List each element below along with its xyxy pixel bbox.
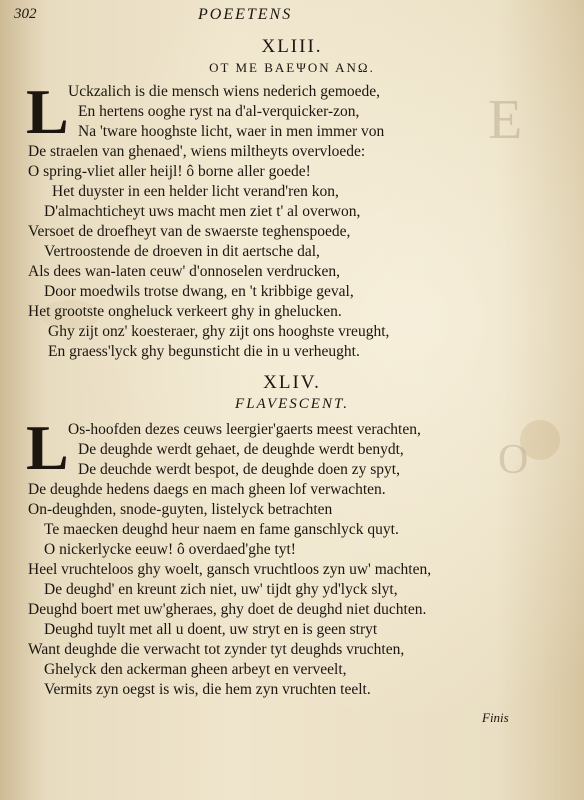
drop-cap: L	[26, 76, 69, 147]
poem-number: XLIII.	[261, 36, 323, 57]
running-head: POEETENS	[198, 6, 293, 23]
verse-line: Os-hoofden dezes ceuws leergier'gaerts meest verachten,	[68, 421, 421, 438]
verse-line: Want deughde die verwacht tot zynder tyt deughds vruchten,	[28, 641, 405, 658]
verse-line: De deuchde werdt bespot, de deughde doen zy spyt,	[78, 461, 400, 478]
verse-line: Heel vruchteloos ghy woelt, gansch vruchtloos zyn uw' machten,	[28, 561, 432, 578]
verse-line: Het duyster in een helder licht verand'ren kon,	[52, 183, 339, 200]
verse-line: Te maecken deughd heur naem en fame ganschlyck quyt.	[44, 521, 399, 538]
verse-line: De deughde hedens daegs en mach gheen lof verwachten.	[28, 481, 386, 498]
verse-line: Door moedwils trotse dwang, en 't kribbige geval,	[44, 283, 354, 300]
verse-line: Uckzalich is die mensch wiens nederich gemoede,	[68, 83, 381, 100]
verse-line: Deughd boert met uw'gheraes, ghy doet de deughd niet duchten.	[28, 601, 427, 618]
page-number: 302	[14, 6, 37, 22]
verse-line: Ghy zijt onz' koesteraer, ghy zijt ons hooghste vreught,	[48, 323, 390, 340]
finis-mark: Finis	[482, 710, 509, 725]
verse-line: Ghelyck den ackerman gheen arbeyt en verveelt,	[44, 661, 347, 678]
page-header	[0, 6, 584, 26]
verse-line: D'almachticheyt uws macht men ziet t' al overwon,	[44, 203, 361, 220]
verse-line: Vertroostende de droeven in dit aertsche dal,	[44, 243, 320, 260]
verse-line: Deughd tuylt met all u doent, uw stryt en is geen stryt	[44, 621, 378, 638]
verse-line: En graess'lyck ghy begunsticht die in u verheught.	[48, 343, 360, 360]
poem-subtitle: ΟΤ ΜΕ ΒΑΕΨΟΝ ΑΝΩ.	[209, 60, 375, 75]
poem-number: XLIV.	[263, 372, 321, 393]
bleed-through-letter: O	[498, 437, 529, 483]
drop-cap: L	[26, 412, 69, 483]
bleed-through-letter: E	[488, 89, 523, 151]
verse-line: En hertens ooghe ryst na d'al-verquicker-zon,	[78, 103, 360, 120]
verse-line: Als dees wan-laten ceuw' d'onnoselen verdrucken,	[28, 263, 341, 280]
verse-line: Het grootste ongheluck verkeert ghy in ghelucken.	[28, 303, 342, 320]
poem-subtitle: FLAVESCENT.	[235, 396, 349, 412]
verse-line: O nickerlycke eeuw! ô overdaed'ghe tyt!	[44, 541, 296, 558]
verse-line: De straelen van ghenaed', wiens miltheyts overvloede:	[28, 143, 366, 160]
verse-line: Na 'tware hooghste licht, waer in men immer von	[78, 123, 385, 140]
verse-line: De deughde werdt gehaet, de deughde werdt benydt,	[78, 441, 404, 458]
verse-line: Vermits zyn oegst is wis, die hem zyn vruchten teelt.	[44, 681, 371, 698]
verse-line: On-deughden, snode-guyten, listelyck betrachten	[28, 501, 333, 518]
verse-line: O spring-vliet aller heijl! ô borne aller goede!	[28, 163, 311, 180]
verse-line: De deughd' en kreunt zich niet, uw' tijdt ghy yd'lyck slyt,	[44, 581, 398, 598]
verse-line: Versoet de droefheyt van de swaerste teghenspoede,	[28, 223, 351, 240]
